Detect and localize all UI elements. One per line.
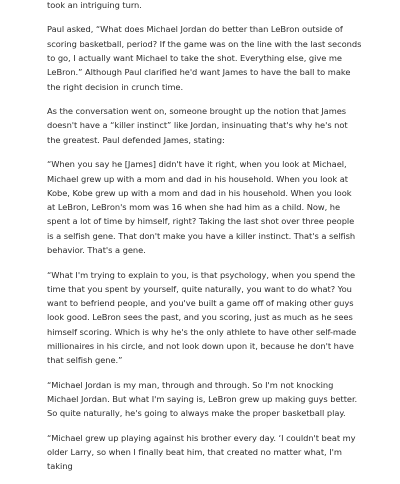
article-paragraph: “What I'm trying to explain to you, is that psychology, when you spend the time that you spent by yourself, quite naturally, you want to do what? You want to befriend people, and you've built a game off of making other guys look good. LeBron sees the past, and you scoring, just as much as he sees himself scoring. Which is why he's the only athlete to have other self-made millionaires in his circle, and not look down upon it, because he don't have that selfish gene.”: [47, 269, 357, 366]
article-paragraph: “Michael Jordan is my man, through and through. So I'm not knocking Michael Jordan. But what I'm saying is, LeBron grew up making guys better. So quite naturally, he's going to always make the proper basketball play.: [47, 379, 358, 419]
article-paragraph: Paul asked, “What does Michael Jordan do better than LeBron outside of scoring basketball, period? If the game was on the line with the last seconds to go, I actually want Michael to take the shot. Everything else, give me LeBron.” Although Paul clarified he'd want James to have the ball to make the right decision in crunch time.: [47, 24, 362, 92]
article-body: [47, 0, 362, 484]
article-paragraph: took an intriguing turn.: [47, 0, 142, 10]
article-paragraph: As the conversation went on, someone brought up the notion that James doesn't have a “killer instinct” like Jordan, insinuating that's why he's not the greatest. Paul defended James, stating:: [47, 106, 348, 145]
article-paragraph: “Michael grew up playing against his brother every day. ‘I couldn't beat my older Larry, so when I finally beat him, that created no matter what, I'm taking: [47, 432, 356, 472]
article-paragraph: “When you say he [James] didn't have it right, when you look at Michael, Michael grew up with a mom and dad in his household. When you look at Kobe, Kobe grew up with a mom and dad in his household. When you look at LeBron, LeBron's mom was 16 when she had him as a child. Now, he spent a lot of time by himself, right? Taking the last shot over three people is a selfish gene. That don't make you have a killer instinct. That's a selfish behavior. That's a gene.: [47, 159, 356, 256]
